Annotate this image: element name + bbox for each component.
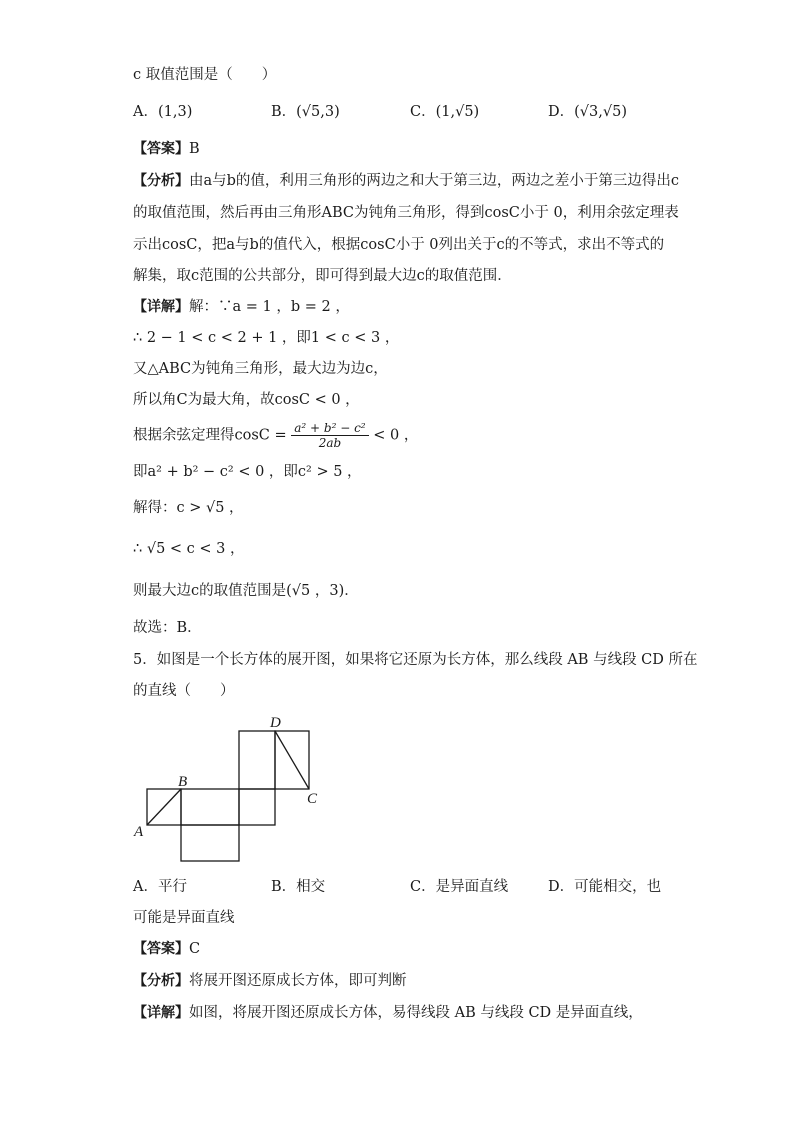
option-c: C．(1,√5) [410,104,480,120]
q5-analysis [133,971,407,991]
label-c: C [307,791,318,807]
analysis-tag: 【分析】 [133,173,189,189]
cosine-law-lead: 根据余弦定理得cosC = [133,427,287,444]
net-face-middle-1 [181,789,239,825]
net-face-bottom [181,825,239,861]
detail-line-4: 所以角C为最大角，故cosC < 0 ， [133,392,360,408]
q5-stem-line-1: 5．如图是一个长方体的展开图，如果将它还原为长方体，那么线段 AB 与线段 CD 所在 [133,652,698,668]
q5-analysis-tag: 【分析】 [133,973,189,989]
label-d: D [270,715,281,731]
analysis-text: 由a与b的值，利用三角形的两边之和大于第三边，两边之差小于第三边得出c [189,173,680,189]
analysis-line-3: 示出cosC，把a与b的值代入，根据cosC小于 0列出关于c的不等式，求出不等式的 [133,237,665,253]
option-d: D．(√3,√5) [548,104,627,120]
option-b: B．(√5,3) [271,104,340,120]
segment-cd [275,731,309,789]
option-a: A．(1,3) [133,104,193,120]
detail-text: 解：∵a = 1 ，b = 2 ， [189,299,350,315]
q5-option-d-cont: 可能是异面直线 [133,910,235,926]
q5-option-a: A．平行 [133,879,187,895]
q5-answer-tag: 【答案】 [133,941,189,957]
detail-line-7: 解得：c > √5 ， [133,500,244,516]
question-stem-end: c 取值范围是（ ） [133,67,277,83]
label-a: A [134,824,144,840]
fraction-denominator: 2ab [318,436,342,450]
fraction-numerator: a² + b² − c² [291,421,368,436]
detail-line-8: ∴ √5 < c < 3 ， [133,541,245,557]
net-face-upper-left [239,731,275,789]
detail-line-3: 又△ABC为钝角三角形，最大边为边c， [133,361,388,377]
q5-detail [133,1003,643,1023]
q5-option-c: C．是异面直线 [410,879,509,895]
q5-stem-line-2: 的直线（ ） [133,683,235,699]
q5-option-d: D．可能相交，也 [548,879,662,895]
detail-tag: 【详解】 [133,299,189,315]
detail-line-9: 则最大边c的取值范围是(√5 ，3)． [133,583,359,599]
analysis-line-2: 的取值范围，然后再由三角形ABC为钝角三角形，得到cosC小于 0，利用余弦定理表 [133,205,679,221]
detail-line-2: ∴ 2 − 1 < c < 2 + 1 ，即1 < c < 3 ， [133,330,400,346]
label-b: B [178,774,188,790]
answer-tag: 【答案】 [133,141,189,157]
q5-answer-block [133,939,200,959]
detail-line-10: 故选：B． [133,620,202,636]
answer-value: B [189,141,200,157]
segment-ab [147,789,181,825]
q5-answer-value: C [189,941,201,957]
q5-analysis-text: 将展开图还原成长方体，即可判断 [189,973,407,989]
detail-line-6: 即a² + b² − c² < 0 ，即c² > 5 ， [133,464,362,480]
q5-detail-text: 如图，将展开图还原成长方体，易得线段 AB 与线段 CD 是异面直线， [189,1005,643,1021]
net-face-middle-2 [239,789,275,825]
analysis-line-4: 解集，取c范围的公共部分，即可得到最大边c的取值范围． [133,268,512,284]
q5-option-b: B．相交 [271,879,326,895]
q5-detail-tag: 【详解】 [133,1005,189,1021]
cosine-law-tail: < 0 ， [373,427,419,444]
